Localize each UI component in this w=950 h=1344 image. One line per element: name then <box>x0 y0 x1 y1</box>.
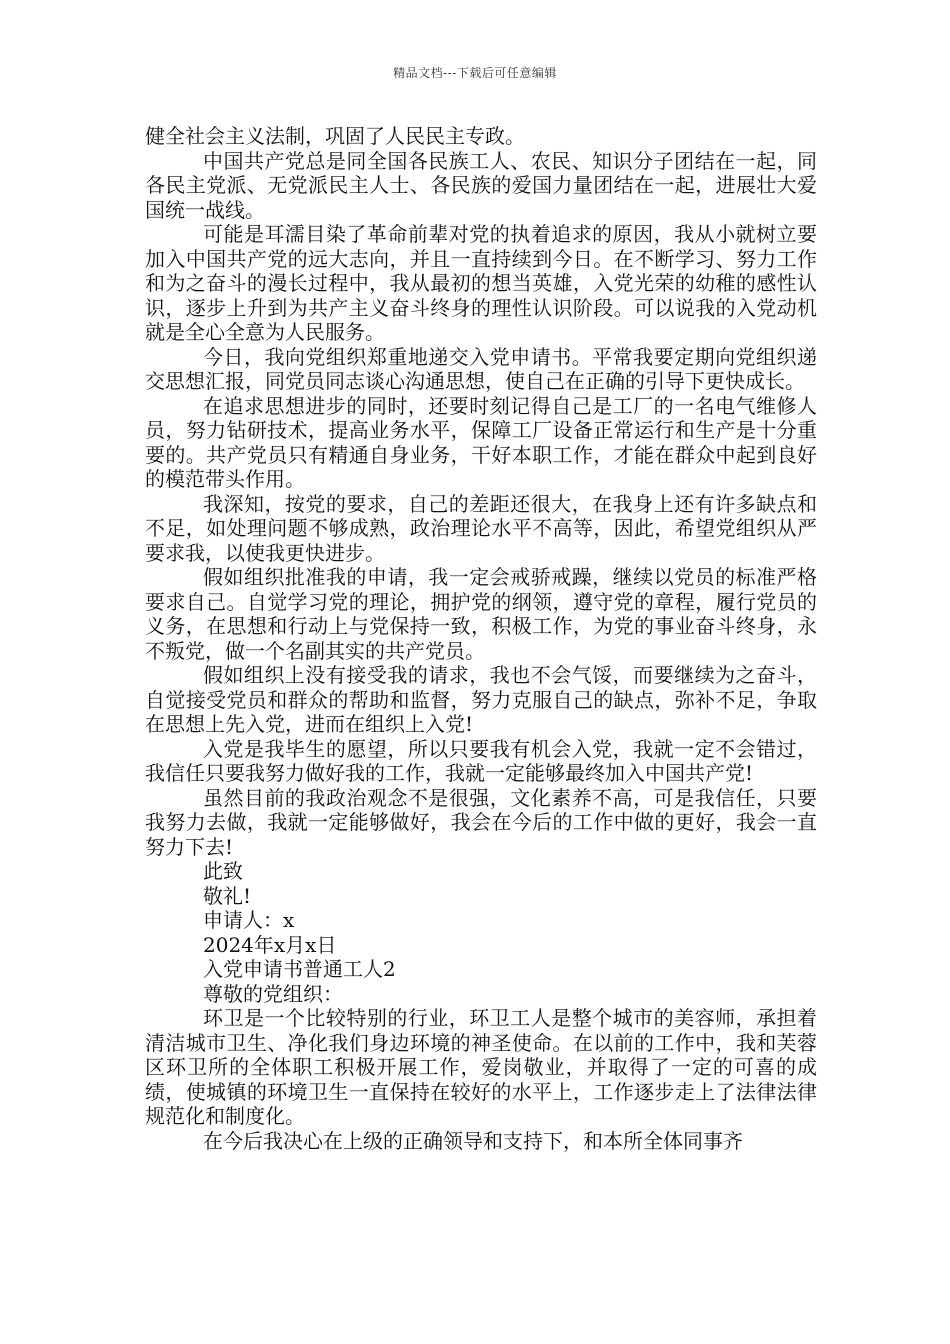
applicant-line: 申请人：x <box>203 908 295 932</box>
paragraph: 今日，我向党组织郑重地递交入党申请书。平常我要定期向党组织递交思想汇报，同党员同志谈心沟通思想，使自己在正确的引导下更快成长。 <box>145 344 817 393</box>
paragraph: 假如组织上没有接受我的请求，我也不会气馁，而要继续为之奋斗，自觉接受党员和群众的帮助和监督，努力克服自己的缺点，弥补不足，争取在思想上先入党，进而在组织上入党! <box>145 663 817 736</box>
salutation: 敬礼! <box>203 883 252 908</box>
paragraph: 可能是耳濡目染了革命前辈对党的执着追求的原因，我从小就树立要加入中国共产党的远大志向，并且一直持续到今日。在不断学习、努力工作和为之奋斗的漫长过程中，我从最初的想当英雄，入党光荣的幼稚的感性认识，逐步上升到为共产主义奋斗终身的理性认识阶段。可以说我的入党动机就是全心全意为人民服务。 <box>145 222 817 344</box>
document-body <box>145 124 817 1153</box>
section-title: 入党申请书普通工人2 <box>203 957 396 981</box>
date-line: 2024年x月x日 <box>203 932 337 957</box>
paragraph: 我深知，按党的要求，自己的差距还很大，在我身上还有许多缺点和不足，如处理问题不够成熟，政治理论水平不高等，因此，希望党组织从严要求我，以使我更快进步。 <box>145 491 817 565</box>
paragraph: 在追求思想进步的同时，还要时刻记得自己是工厂的一名电气维修人员，努力钻研技术，提高业务水平，保障工厂设备正常运行和生产是十分重要的。共产党员只有精通自身业务，干好本职工作，才能在群众中起到良好的模范带头作用。 <box>145 393 817 491</box>
paragraph: 在今后我决心在上级的正确领导和支持下，和本所全体同事齐 <box>203 1128 743 1153</box>
paragraph: 虽然目前的我政治观念不是很强，文化素养不高，可是我信任，只要我努力去做，我就一定能够做好，我会在今后的工作中做的更好，我会一直努力下去! <box>145 785 817 859</box>
paragraph: 健全社会主义法制，巩固了人民民主专政。 <box>145 124 525 148</box>
greeting: 尊敬的党组织： <box>203 981 343 1006</box>
paragraph: 环卫是一个比较特别的行业，环卫工人是整个城市的美容师，承担着清洁城市卫生、净化我们身边环境的神圣使命。在以前的工作中，我和芙蓉区环卫所的全体职工积极开展工作，爱岗敬业，并取得了一定的可喜的成绩，使城镇的环境卫生一直保持在较好的水平上，工作逐步走上了法律法律规范化和制度化。 <box>145 1006 817 1128</box>
salutation: 此致 <box>203 859 243 883</box>
paragraph: 假如组织批准我的申请，我一定会戒骄戒躁，继续以党员的标准严格要求自己。自觉学习党的理论，拥护党的纲领，遵守党的章程，履行党员的义务，在思想和行动上与党保持一致，积极工作，为党的事业奋斗终身，永不叛党，做一个名副其实的共产党员。 <box>145 565 817 663</box>
paragraph: 中国共产党总是同全国各民族工人、农民、知识分子团结在一起，同各民主党派、无党派民主人士、各民族的爱国力量团结在一起，进展壮大爱国统一战线。 <box>145 148 817 222</box>
paragraph: 入党是我毕生的愿望，所以只要我有机会入党，我就一定不会错过，我信任只要我努力做好我的工作，我就一定能够最终加入中国共产党! <box>145 736 817 785</box>
page-header: 精品文档---下载后可任意编辑 <box>393 66 557 80</box>
